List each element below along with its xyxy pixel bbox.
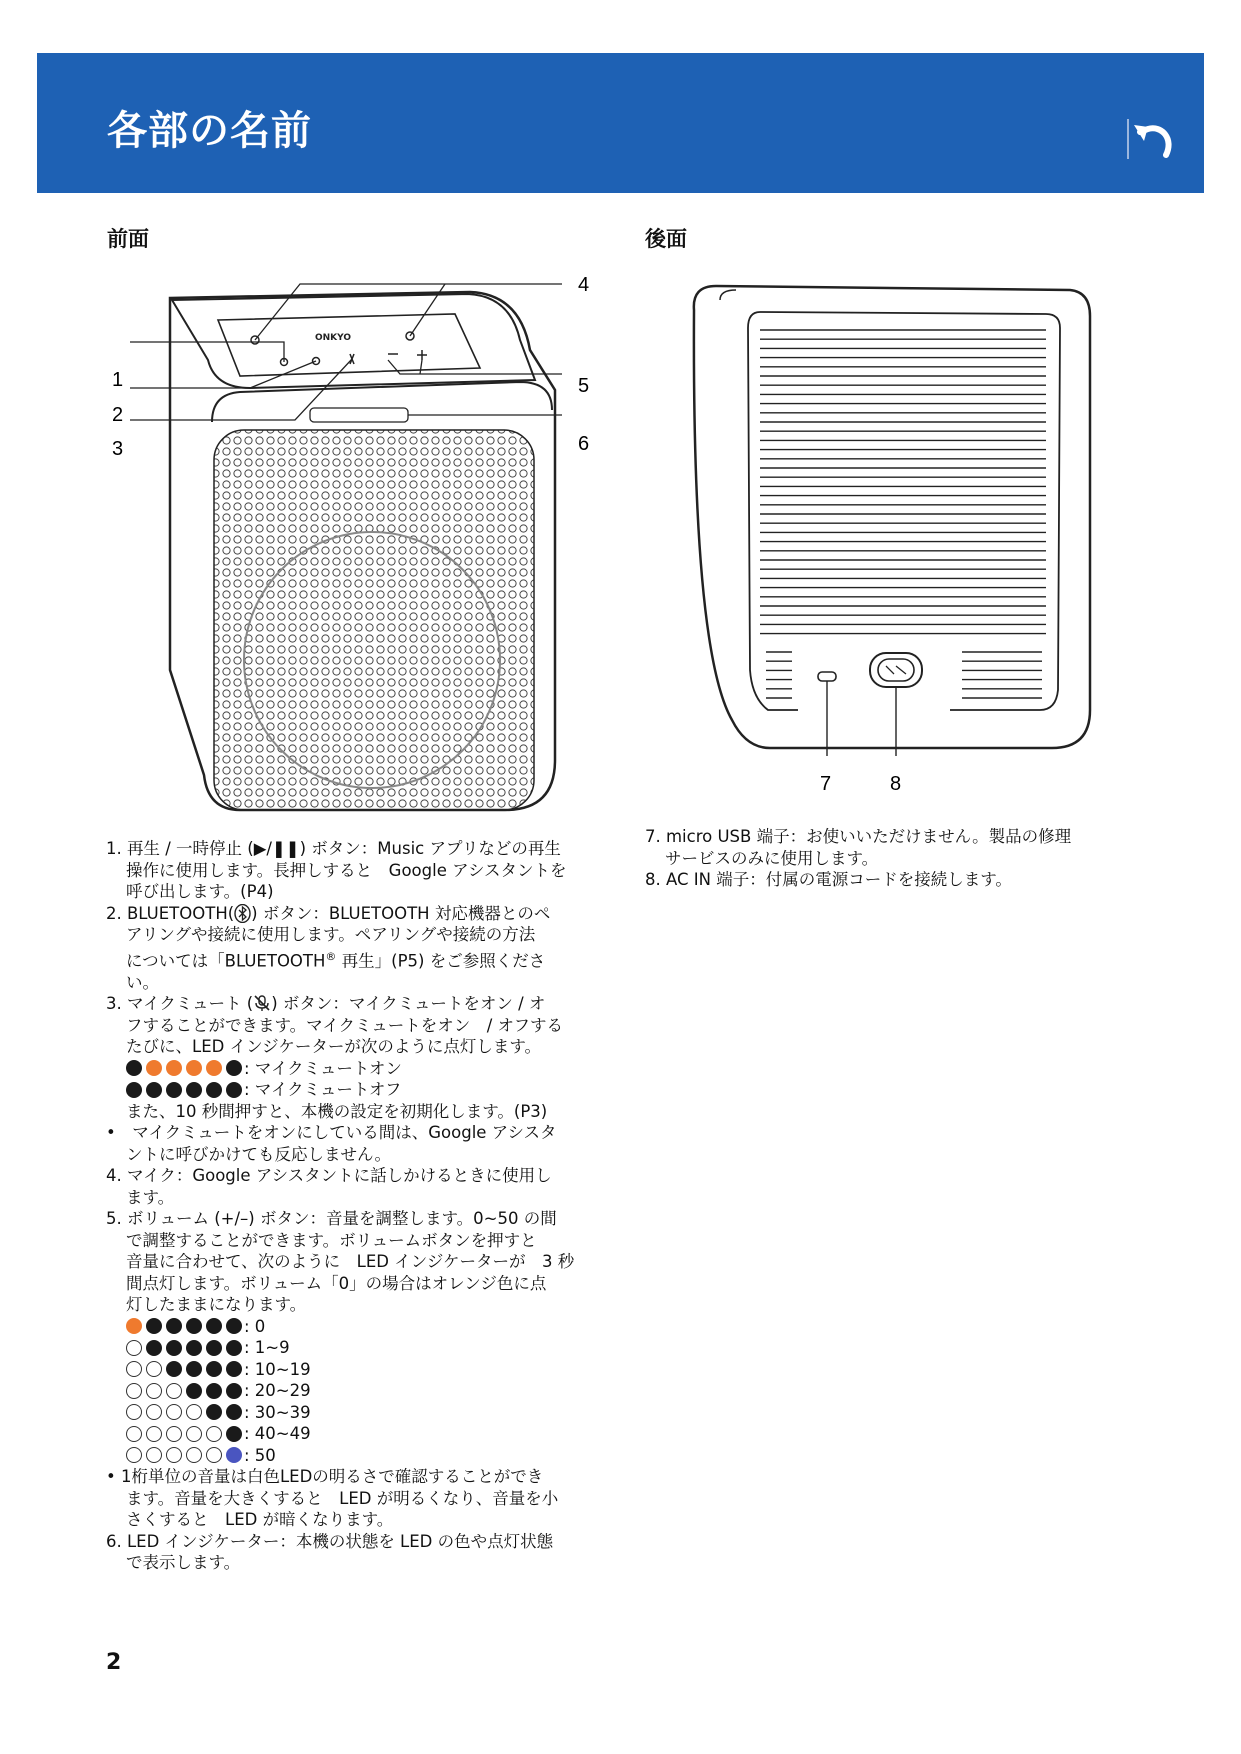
led-dot	[166, 1361, 182, 1377]
led-dot	[186, 1383, 202, 1399]
led-dot	[126, 1361, 142, 1377]
led-dot	[226, 1447, 242, 1463]
led-dot	[186, 1340, 202, 1356]
led-dot	[206, 1340, 222, 1356]
led-dot	[166, 1082, 182, 1098]
led-dot	[126, 1082, 142, 1098]
front-description: 1. 再生 / 一時停止 (▶/❚❚) ボタン：Music アプリなどの再生 操作に使用します。長押しすると Google アシスタントを 呼び出します。(P4) 2. BLUETOOTH( ) ボタン：BLUETOOTH 対応機器とのペ アリングや接続に使用します。ペアリングや接続の方法 については「BLUETOOTH® 再生」(P5) をご参照くださ い。 3. マイクミュート ( ) ボタン：マイクミュートをオン / オ フすることができます。マイクミュートをオン / オフする たびに、LED インジケーターが次のように点灯します。 : マイクミュートオン : マイクミュートオフ また、10 秒間押すと、本機の設定を初期化します。(P3) • マイクミュートをオンにしている間は、Google アシスタ ントに呼びかけても反応しません。 4. マイク：Google アシスタントに話しかけるときに使用し ます。 5. ボリューム (+/–) ボタン：音量を調整します。0~50 の間 で調整することができます。ボリュームボタンを押すと 音量に合わせて、次のように LED インジケーターが 3 秒 間点灯します。ボリューム「0」の場合はオレンジ色に点 灯したままになります。 : 0 : 1~9 : 10~19 : 20~29 : 30~39 : 40~49 : 50 • 1桁単位の音量は白色LEDの明るさで確認することができ ます。音量を大きくすると LED が明るくなり、音量を小 さくすると LED が暗くなります。 6. LED インジケーター：本機の状態を LED の色や点灯状態 で表示します。	[106, 838, 626, 1574]
led-row-vol-0: : 0	[106, 1316, 626, 1338]
front-heading: 前面	[107, 227, 149, 251]
led-dot	[166, 1060, 182, 1076]
led-dot	[126, 1404, 142, 1420]
rear-description: 7. micro USB 端子：お使いいただけません。製品の修理 サービスのみに使用します。 8. AC IN 端子：付属の電源コードを接続します。	[645, 826, 1165, 891]
led-dot	[206, 1060, 222, 1076]
led-dot	[206, 1426, 222, 1442]
callout-6: 6	[578, 433, 590, 455]
bluetooth-icon	[234, 904, 251, 923]
led-dot	[186, 1361, 202, 1377]
led-dot	[126, 1426, 142, 1442]
item-8: 8. AC IN 端子：付属の電源コードを接続します。	[645, 870, 1012, 889]
led-dot	[166, 1383, 182, 1399]
led-row-vol-1: : 1~9	[106, 1337, 626, 1359]
page-title: 各部の名前	[107, 108, 312, 154]
led-dot	[126, 1447, 142, 1463]
item-2: 2. BLUETOOTH( ) ボタン：BLUETOOTH 対応機器とのペ	[106, 903, 551, 923]
return-arrow-icon	[1122, 117, 1176, 161]
led-dot	[146, 1082, 162, 1098]
callout-2: 2	[112, 404, 124, 426]
rear-speaker-illustration	[680, 270, 1100, 810]
led-row-vol-6: : 50	[106, 1445, 626, 1467]
led-dot	[146, 1404, 162, 1420]
led-dot	[206, 1404, 222, 1420]
item-6: 6. LED インジケーター：本機の状態を LED の色や点灯状態	[106, 1531, 554, 1551]
ac-in-port[interactable]	[870, 653, 922, 687]
led-dot	[166, 1318, 182, 1334]
led-dot	[226, 1404, 242, 1420]
led-row-vol-2: : 10~19	[106, 1359, 626, 1381]
led-row-mute-on: : マイクミュートオン	[106, 1058, 626, 1080]
brand-logo: ONKYO	[314, 333, 352, 343]
item-7: 7. micro USB 端子：お使いいただけません。製品の修理	[645, 827, 1072, 846]
led-row-vol-4: : 30~39	[106, 1402, 626, 1424]
callout-3: 3	[112, 438, 124, 460]
rear-heading: 後面	[645, 227, 687, 251]
led-dot	[206, 1082, 222, 1098]
led-row-vol-5: : 40~49	[106, 1423, 626, 1445]
led-row-vol-3: : 20~29	[106, 1380, 626, 1402]
micro-usb-port[interactable]	[818, 672, 836, 681]
led-dot	[226, 1318, 242, 1334]
item-4: 4. マイク：Google アシスタントに話しかけるときに使用し	[106, 1166, 552, 1185]
led-dot	[226, 1340, 242, 1356]
callout-8: 8	[890, 773, 902, 795]
led-dot	[146, 1383, 162, 1399]
led-dot	[146, 1426, 162, 1442]
led-dot	[166, 1404, 182, 1420]
led-dot	[226, 1082, 242, 1098]
callout-7: 7	[820, 773, 832, 795]
led-dot	[146, 1060, 162, 1076]
led-dot	[146, 1447, 162, 1463]
callout-5: 5	[578, 375, 590, 397]
led-dot	[206, 1447, 222, 1463]
led-dot	[226, 1426, 242, 1442]
led-dot	[126, 1383, 142, 1399]
item-3: 3. マイクミュート ( ) ボタン：マイクミュートをオン / オ	[106, 994, 546, 1013]
callout-1: 1	[112, 369, 124, 391]
led-dot	[206, 1383, 222, 1399]
led-dot	[226, 1060, 242, 1076]
led-indicator	[310, 408, 408, 422]
led-dot	[146, 1318, 162, 1334]
led-dot	[166, 1340, 182, 1356]
led-dot	[126, 1060, 142, 1076]
led-dot	[186, 1404, 202, 1420]
item-5: 5. ボリューム (+/–) ボタン：音量を調整します。0~50 の間	[106, 1209, 557, 1228]
led-dot	[206, 1318, 222, 1334]
led-dot	[226, 1383, 242, 1399]
led-dot	[126, 1340, 142, 1356]
led-dot	[226, 1361, 242, 1377]
led-dot	[206, 1361, 222, 1377]
led-dot	[146, 1361, 162, 1377]
front-speaker-illustration	[100, 270, 620, 830]
back-button[interactable]	[1122, 117, 1176, 161]
led-dot	[186, 1082, 202, 1098]
led-dot	[186, 1318, 202, 1334]
led-row-mute-off: : マイクミュートオフ	[106, 1079, 626, 1101]
led-dot	[166, 1447, 182, 1463]
header-banner	[37, 53, 1204, 193]
led-dot	[186, 1426, 202, 1442]
item-1: 1. 再生 / 一時停止 (▶/❚❚) ボタン：Music アプリなどの再生	[106, 839, 561, 858]
led-dot	[126, 1318, 142, 1334]
mic-mute-icon	[253, 994, 271, 1012]
callout-4: 4	[578, 274, 590, 296]
led-dot	[186, 1447, 202, 1463]
led-dot	[166, 1426, 182, 1442]
led-dot	[146, 1340, 162, 1356]
page-number: 2	[106, 1650, 122, 1675]
led-dot	[186, 1060, 202, 1076]
